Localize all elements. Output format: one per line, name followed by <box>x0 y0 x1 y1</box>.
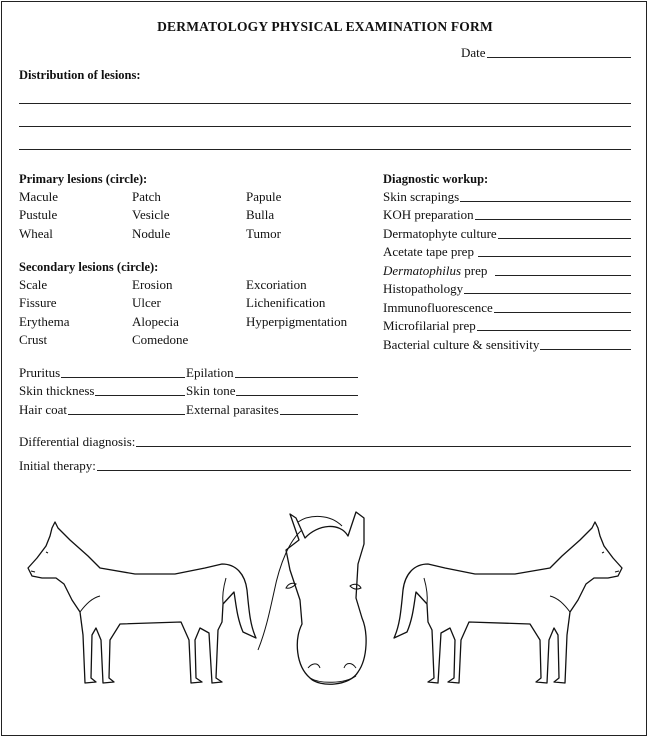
horse-right-side-icon[interactable] <box>394 522 622 683</box>
lesion-patch[interactable]: Patch <box>132 189 161 204</box>
epilation-field[interactable]: Epilation <box>186 364 358 381</box>
lesion-bulla[interactable]: Bulla <box>246 207 275 222</box>
horse-head-front-icon[interactable] <box>258 512 366 684</box>
hair-coat-field[interactable]: Hair coat <box>19 401 185 418</box>
lesion-papule[interactable]: Papule <box>246 189 282 204</box>
lesion-macule[interactable]: Macule <box>19 189 58 204</box>
form-title: DERMATOLOGY PHYSICAL EXAMINATION FORM <box>157 19 493 34</box>
workup-microfilarial[interactable]: Microfilarial prep <box>383 317 631 334</box>
lesion-tumor[interactable]: Tumor <box>246 226 281 241</box>
lesion-fissure[interactable]: Fissure <box>19 295 57 310</box>
horse-diagrams <box>0 500 650 700</box>
workup-koh[interactable]: KOH preparation <box>383 206 631 223</box>
lesion-wheal[interactable]: Wheal <box>19 226 53 241</box>
distribution-line-2[interactable] <box>19 126 631 127</box>
lesion-excoriation[interactable]: Excoriation <box>246 277 307 292</box>
differential-diagnosis-field[interactable]: Differential diagnosis: <box>19 433 631 450</box>
date-field[interactable] <box>461 44 631 61</box>
skin-tone-field[interactable]: Skin tone <box>186 382 358 399</box>
lesion-hyperpigmentation[interactable]: Hyperpigmentation <box>246 314 348 329</box>
lesion-ulcer[interactable]: Ulcer <box>132 295 161 310</box>
distribution-line-1[interactable] <box>19 103 631 104</box>
diagnostic-workup-heading: Diagnostic workup: <box>383 172 489 186</box>
initial-therapy-field[interactable]: Initial therapy: <box>19 457 631 474</box>
workup-dermatophyte-culture[interactable]: Dermatophyte culture <box>383 225 631 242</box>
lesion-scale[interactable]: Scale <box>19 277 48 292</box>
primary-lesions-heading: Primary lesions (circle): <box>19 172 148 186</box>
distribution-label: Distribution of lesions: <box>19 68 141 82</box>
lesion-erosion[interactable]: Erosion <box>132 277 173 292</box>
pruritus-field[interactable]: Pruritus <box>19 364 185 381</box>
lesion-erythema[interactable]: Erythema <box>19 314 70 329</box>
workup-bacterial-culture[interactable]: Bacterial culture & sensitivity <box>383 336 631 353</box>
lesion-vesicle[interactable]: Vesicle <box>132 207 170 222</box>
lesion-comedone[interactable]: Comedone <box>132 332 189 347</box>
external-parasites-field[interactable]: External parasites <box>186 401 358 418</box>
workup-immunofluorescence[interactable]: Immunofluorescence <box>383 299 631 316</box>
horse-left-side-icon[interactable] <box>28 522 256 683</box>
workup-acetate-tape[interactable]: Acetate tape prep <box>383 243 631 260</box>
workup-dermatophilus[interactable]: Dermatophilus prep <box>383 262 631 279</box>
workup-skin-scrapings[interactable]: Skin scrapings <box>383 188 631 205</box>
lesion-pustule[interactable]: Pustule <box>19 207 58 222</box>
workup-histopathology[interactable]: Histopathology <box>383 280 631 297</box>
lesion-alopecia[interactable]: Alopecia <box>132 314 179 329</box>
skin-thickness-field[interactable]: Skin thickness <box>19 382 185 399</box>
secondary-lesions-heading: Secondary lesions (circle): <box>19 260 159 274</box>
lesion-crust[interactable]: Crust <box>19 332 48 347</box>
lesion-lichenification[interactable]: Lichenification <box>246 295 326 310</box>
lesion-nodule[interactable]: Nodule <box>132 226 171 241</box>
distribution-line-3[interactable] <box>19 149 631 150</box>
date-label: Date <box>461 45 486 60</box>
